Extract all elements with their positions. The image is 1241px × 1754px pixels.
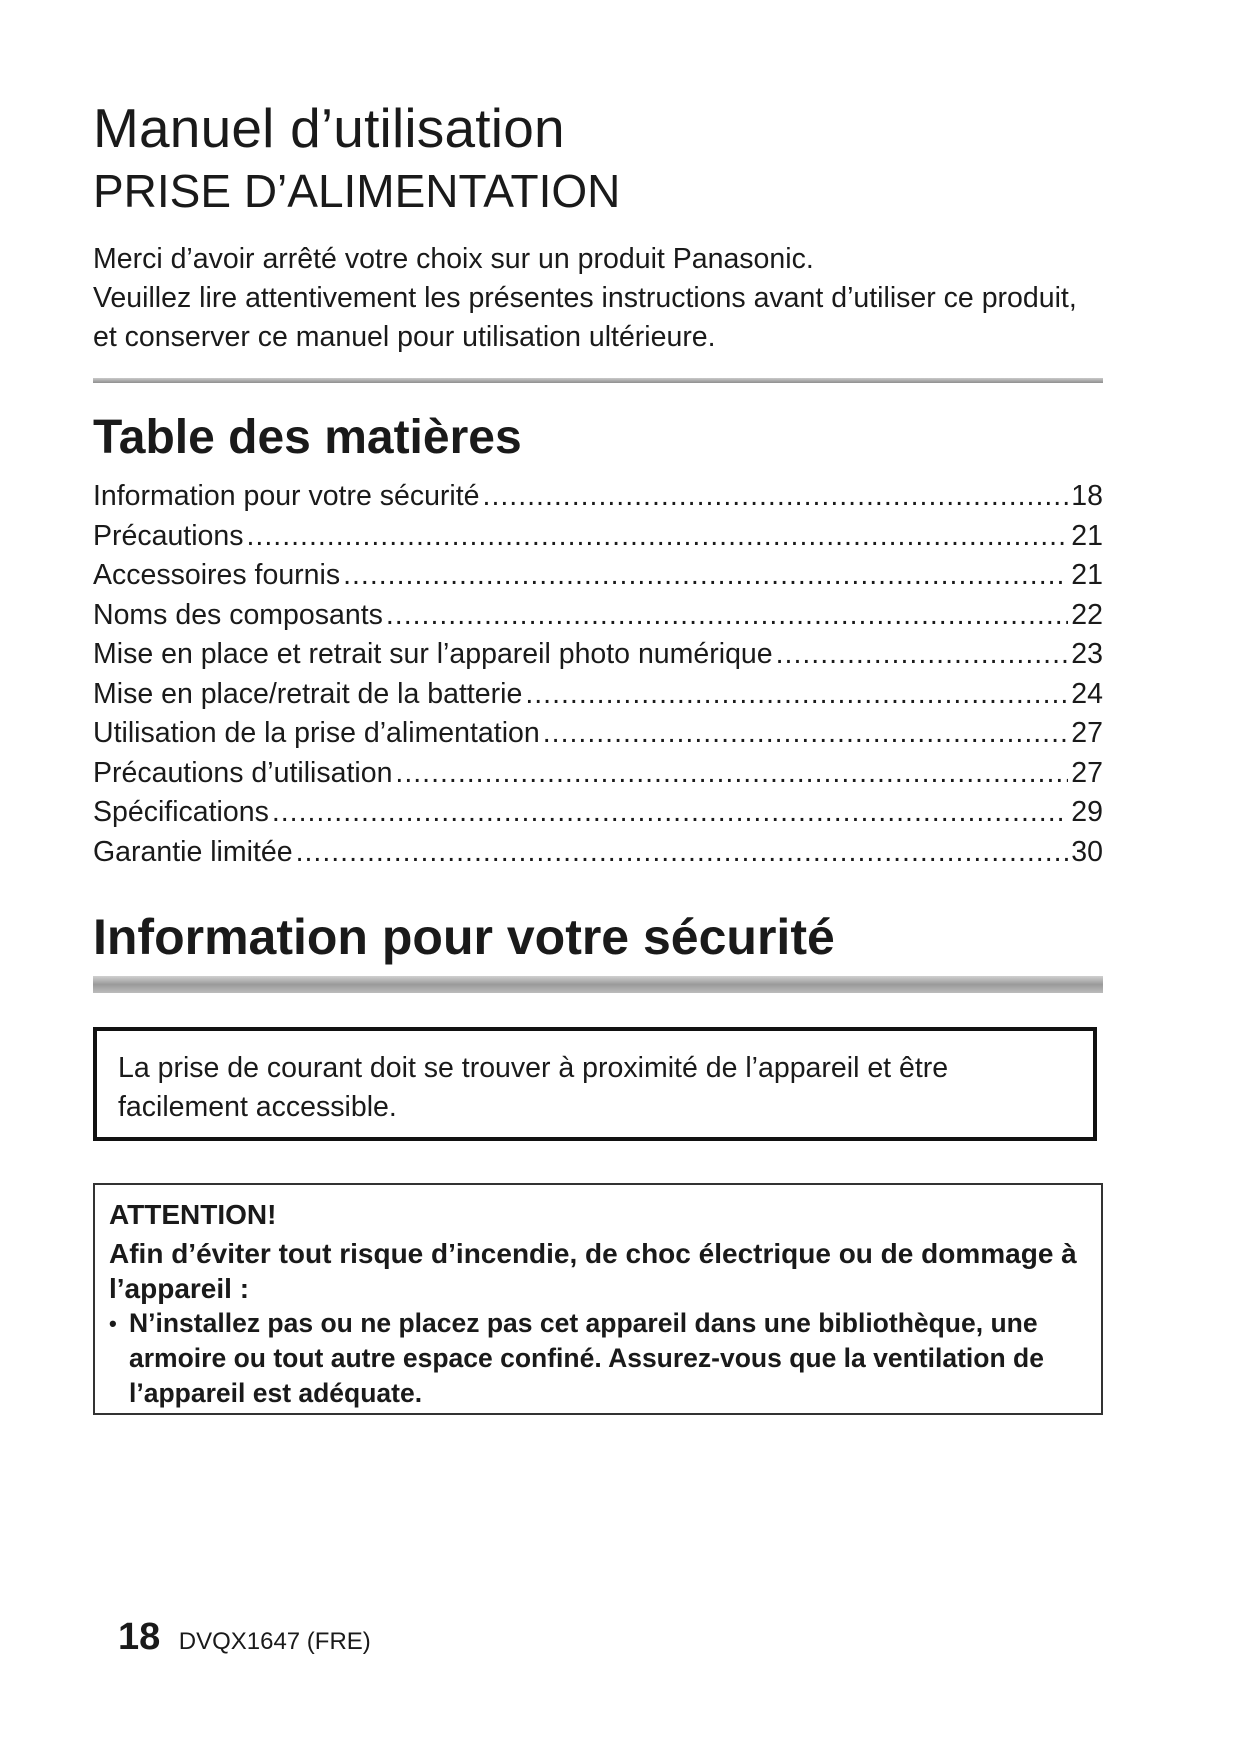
- toc-entry[interactable]: [93, 754, 1103, 794]
- warning-title: ATTENTION!: [109, 1199, 277, 1230]
- toc-entry-page: 23: [1071, 638, 1103, 670]
- toc-heading: Table des matières: [93, 411, 522, 464]
- intro-line-thanks: Merci d’avoir arrêté votre choix sur un produit Panasonic.: [93, 243, 814, 275]
- toc-entry-page: 22: [1071, 598, 1103, 631]
- document-title: Manuel d’utilisation: [93, 97, 565, 159]
- toc-entry[interactable]: [93, 556, 1103, 596]
- toc-entry-label: Information pour votre sécurité: [93, 480, 480, 512]
- page-footer: [118, 1616, 371, 1659]
- toc-entry-label: Noms des composants: [93, 598, 383, 631]
- intro-paragraph: [93, 240, 1103, 357]
- bullet-icon: •: [109, 1311, 117, 1336]
- notice-text: La prise de courant doit se trouver à proximité de l’appareil et être facilement accessible.: [118, 1052, 949, 1123]
- toc-leader-dots: [776, 635, 1069, 675]
- document-subtitle: PRISE D’ALIMENTATION: [93, 165, 621, 217]
- toc-leader-dots: [525, 675, 1068, 715]
- toc-entry[interactable]: [93, 596, 1103, 636]
- toc-entry-page: 18: [1071, 480, 1103, 512]
- warning-box: [93, 1183, 1103, 1415]
- toc-entry-label: Spécifications: [93, 796, 269, 828]
- toc-entry-label: Précautions: [93, 519, 244, 552]
- toc-entry-page: 27: [1071, 717, 1103, 749]
- toc-entry-page: 24: [1071, 677, 1103, 710]
- toc-leader-dots: [483, 477, 1069, 517]
- warning-bullet-item: [109, 1306, 1081, 1411]
- section-divider-thick: [93, 976, 1103, 993]
- table-of-contents: [93, 477, 1103, 872]
- toc-entry-label: Mise en place/retrait de la batterie: [93, 677, 523, 710]
- warning-bullet-text: N’installez pas ou ne placez pas cet appareil dans une bibliothèque, une armoire ou tout autre espace confiné. Assurez-vous que la ventilation de l’appareil est adéquate.: [129, 1308, 1044, 1408]
- toc-entry[interactable]: [93, 675, 1103, 715]
- toc-leader-dots: [395, 754, 1068, 794]
- document-code: DVQX1647 (FRE): [178, 1628, 371, 1655]
- toc-entry-page: 21: [1071, 559, 1103, 591]
- toc-entry-page: 27: [1071, 756, 1103, 789]
- warning-content: [109, 1193, 1081, 1411]
- toc-leader-dots: [543, 714, 1069, 754]
- toc-entry-page: 30: [1071, 835, 1103, 868]
- toc-leader-dots: [296, 833, 1069, 873]
- toc-entry-label: Accessoires fournis: [93, 559, 341, 591]
- toc-leader-dots: [386, 596, 1068, 636]
- toc-entry-label: Mise en place et retrait sur l’appareil photo numérique: [93, 638, 773, 670]
- toc-entry-label: Précautions d’utilisation: [93, 756, 393, 789]
- intro-line-instructions: Veuillez lire attentivement les présentes instructions avant d’utiliser ce produit, et conserver ce manuel pour utilisation ultérieure.: [93, 282, 1077, 353]
- toc-entry[interactable]: [93, 517, 1103, 557]
- toc-entry[interactable]: [93, 477, 1103, 517]
- toc-entry-label: Utilisation de la prise d’alimentation: [93, 717, 540, 749]
- toc-entry[interactable]: [93, 635, 1103, 675]
- toc-leader-dots: [343, 556, 1068, 596]
- toc-entry[interactable]: [93, 793, 1103, 833]
- toc-entry[interactable]: [93, 833, 1103, 873]
- page-number: 18: [118, 1616, 161, 1658]
- section-divider: [93, 378, 1103, 383]
- toc-entry[interactable]: [93, 714, 1103, 754]
- safety-heading: Information pour votre sécurité: [93, 909, 835, 965]
- warning-intro: Afin d’éviter tout risque d’incendie, de choc électrique ou de dommage à l’appareil :: [109, 1238, 1077, 1304]
- toc-leader-dots: [272, 793, 1068, 833]
- toc-entry-page: 29: [1071, 796, 1103, 828]
- toc-entry-label: Garantie limitée: [93, 835, 293, 868]
- notice-box: [93, 1027, 1097, 1141]
- toc-leader-dots: [247, 517, 1069, 557]
- toc-entry-page: 21: [1071, 519, 1103, 552]
